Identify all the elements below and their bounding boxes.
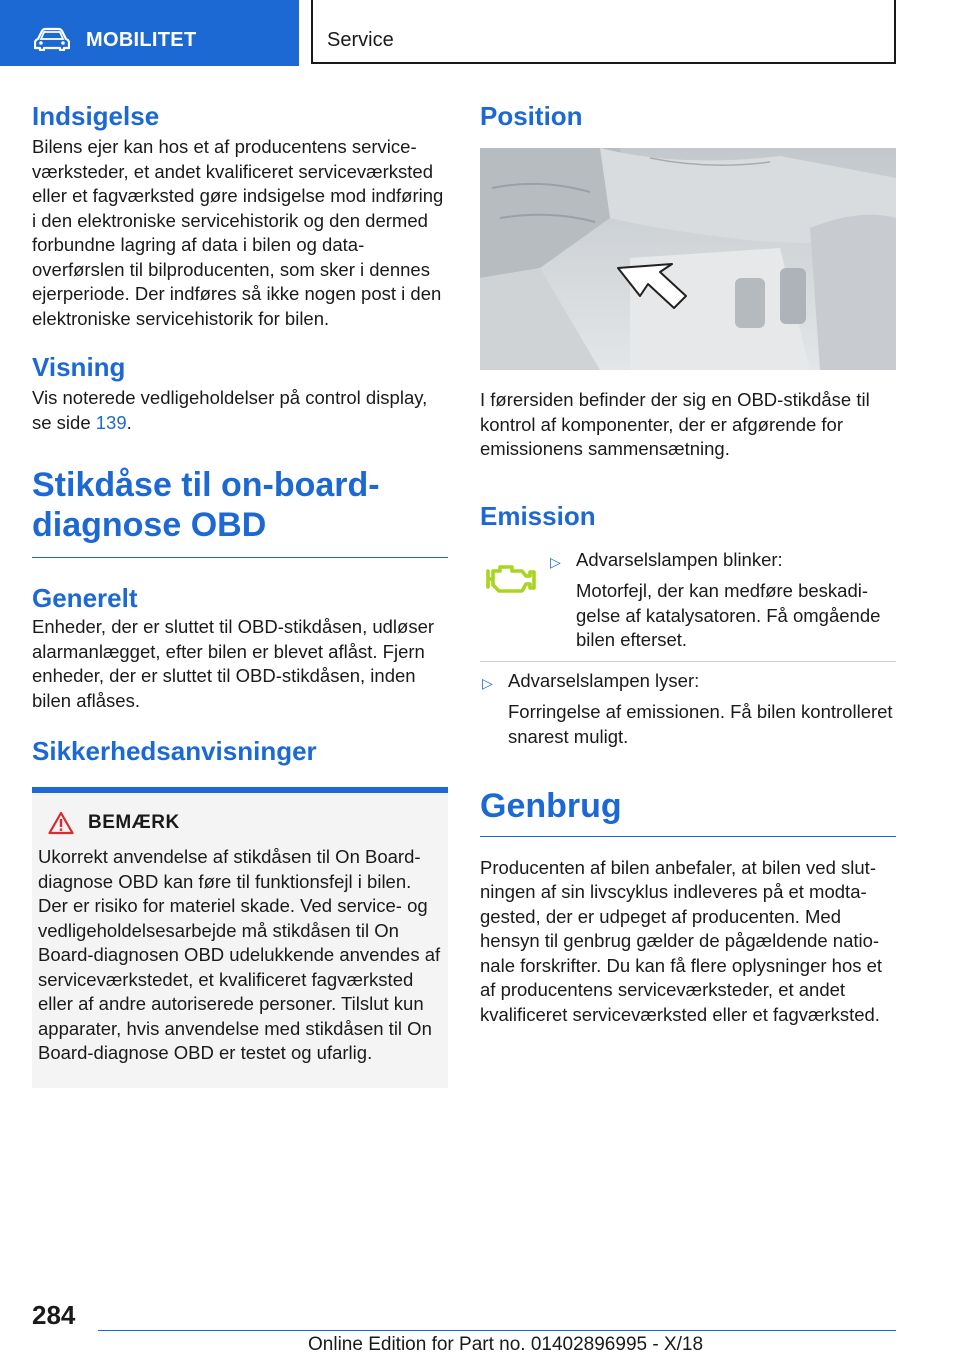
emission-item-detail: Motorfejl, der kan medføre beskadigelse af katalysatoren. Få omgående bilen efterset.	[576, 580, 881, 650]
emission-item-label: Advarselslampen lyser:	[508, 669, 700, 691]
emission-item-detail: Forringelse af emissionen. Få bilen kontrolleret snarest muligt.	[508, 701, 893, 747]
heading-generelt: Generelt	[32, 583, 138, 613]
heading-rule	[480, 836, 896, 837]
heading-indsigelse: Indsigelse	[32, 101, 160, 131]
heading-obd: Stikdåse til on-board-diagnose OBD	[32, 466, 380, 544]
section-tab-mobilitet	[0, 0, 299, 66]
car-interior-illustration	[480, 148, 896, 370]
emission-list	[480, 548, 896, 768]
footer-rule	[98, 1330, 896, 1331]
heading-emission: Emission	[480, 500, 596, 531]
paragraph-visning	[32, 386, 448, 435]
paragraph-position: I førersiden befinder der sig en OBD-stikdåse til kontrol af komponenter, der er afgørende for emissionens sammensætning.	[480, 389, 870, 459]
footer-edition: Online Edition for Part no. 01402896995 - X/18	[308, 1334, 704, 1355]
left-column	[32, 100, 448, 1088]
right-column	[480, 100, 896, 1027]
visning-suffix: .	[126, 411, 132, 433]
chapter-tab-label: Service	[327, 29, 394, 51]
page-header	[0, 0, 960, 66]
warning-label: BEMÆRK	[88, 812, 180, 833]
emission-item-label: Advarselslampen blinker:	[576, 548, 783, 570]
warning-box	[32, 787, 448, 1088]
emission-item	[480, 669, 896, 750]
warning-header	[48, 811, 448, 835]
heading-rule	[32, 557, 448, 558]
paragraph-generelt: Enheder, der er sluttet til OBD-stikdåsen, udløser alarmanlægget, efter bilen er blevet aflåst. Fjern enheder, der er sluttet til OBD-stikdåsen, inden bilen aflåses.	[32, 616, 435, 711]
car-icon	[34, 27, 70, 51]
page-link-139[interactable]: 139	[95, 411, 127, 433]
heading-position: Position	[480, 101, 583, 131]
warning-body: Ukorrekt anvendelse af stikdåsen til On Board-diagnose OBD kan føre til funktionsfejl i bilen. Der er risiko for materiel skade. Ved service- og vedligeholdelsesarbejde må stikdåsen til On Board-diagnosen OBD udelukkende anvendes af serviceværkstedet, et kvalificeret fagværksted eller af andre autoriserede personer. Tilslut kun apparater, hvis anvendelse med stikdåsen til On Board-diagnose OBD er testet og ufarlig.	[38, 846, 441, 1063]
page-number: 284	[32, 1300, 76, 1330]
chapter-tab-service	[311, 0, 896, 64]
visning-text: Vis noterede vedligeholdelser på control display, se side	[32, 387, 428, 433]
paragraph-indsigelse: Bilens ejer kan hos et af producentens serviceværksteder, et andet kvalificeret serviceværksted eller et fagværksted gøre indsigelse mod indføring i den elektroniske servicehistorik og den dermed forbundne lagring af data i bilen og dataoverførslen til bilproducenten, som sker i dennes ejerperiode. Der indføres så ikke nogen post i den elektroniske servicehistorik for bilen.	[32, 136, 444, 329]
warning-triangle-icon	[48, 811, 74, 835]
heading-sikkerhed: Sikkerhedsanvisninger	[32, 736, 317, 766]
emission-item	[548, 548, 896, 653]
bullet-triangle-icon: ▷	[550, 553, 561, 570]
heading-visning: Visning	[32, 352, 126, 382]
obd-location-figure	[480, 148, 896, 370]
bullet-triangle-icon: ▷	[482, 674, 493, 691]
heading-genbrug: Genbrug	[480, 786, 622, 825]
paragraph-genbrug: Producenten af bilen anbefaler, at bilen ved slutningen af sin livscyklus indleveres på et modtagested, der er udpeget af producenten. Med hensyn til genbrug gælder de pågældende nationale forskrifter. Du kan få flere oplysninger hos et af producentens serviceværksteder, et andet kvalificeret serviceværksted eller et fagværksted.	[480, 856, 883, 1025]
check-engine-icon	[482, 562, 540, 596]
emission-divider	[480, 661, 896, 662]
section-tab-label: MOBILITET	[86, 29, 197, 51]
